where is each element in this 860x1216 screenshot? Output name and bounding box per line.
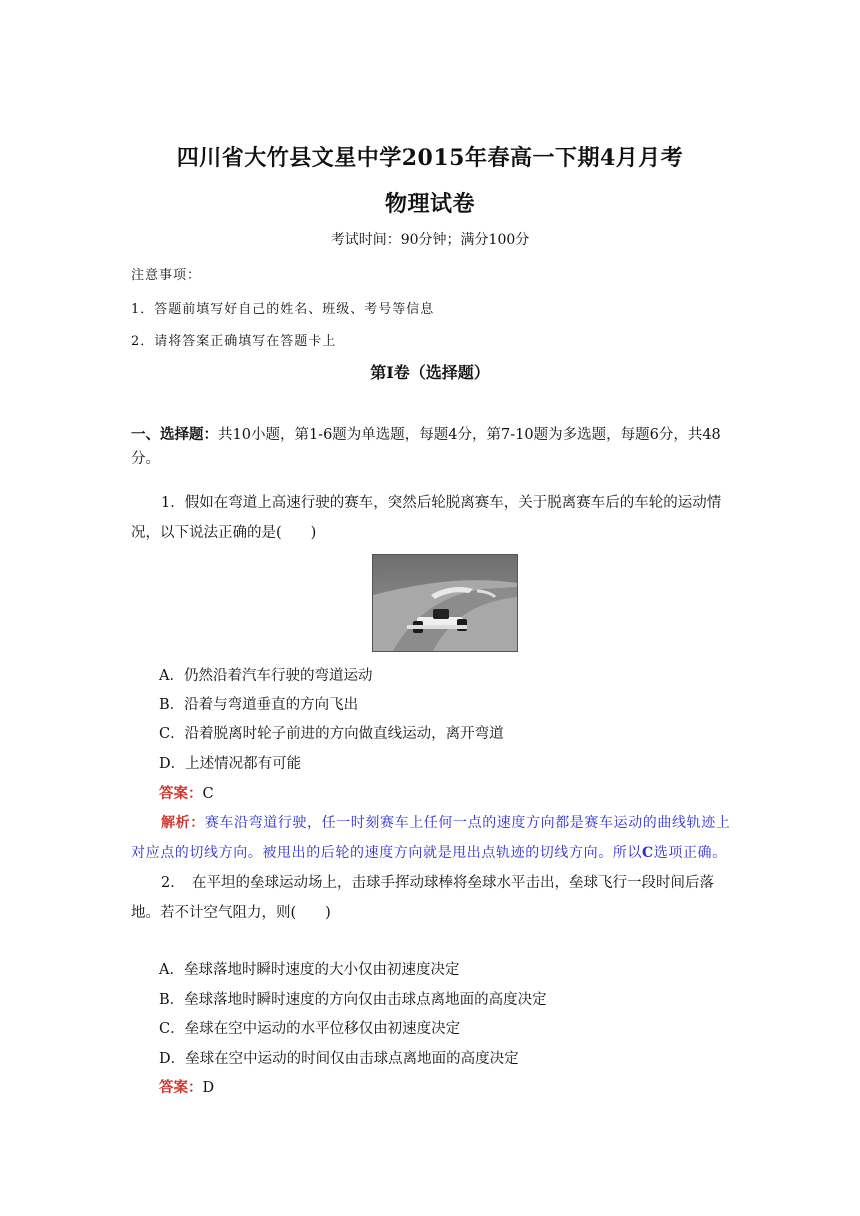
analysis-label: 解析： (161, 815, 205, 831)
option-c: C．垒球在空中运动的水平位移仅由初速度决定 (159, 1021, 461, 1037)
exam-info: 考试时间：90分钟；满分100分 (330, 232, 530, 248)
section-intro-text: 共10小题，第1-6题为单选题，每题4分，第7-10题为多选题，每题6分，共48分。 (131, 427, 721, 467)
answer-value: D (202, 1080, 215, 1096)
note-item: 2．请将答案正确填写在答题卡上 (131, 334, 337, 349)
note-item: 1．答题前填写好自己的姓名、班级、考号等信息 (131, 302, 435, 317)
option-a: A．垒球落地时瞬时速度的大小仅由初速度决定 (159, 962, 460, 978)
analysis-option: C (642, 845, 654, 861)
answer-line (159, 1076, 214, 1097)
analysis-text: 赛车沿弯道行驶，任一时刻赛车上任何一点的速度方向都是赛车运动的曲线轨迹上对应点的切线方向。被甩出的后轮的速度方向就是甩出点轨迹的切线方向。所以 (131, 815, 731, 861)
answer-label: 答案： (159, 1079, 203, 1096)
option-b: B．沿着与弯道垂直的方向飞出 (159, 697, 359, 713)
analysis-end: 选项正确。 (653, 845, 727, 861)
option-a: A．仍然沿着汽车行驶的弯道运动 (159, 668, 373, 684)
section-intro-label: 一、选择题： (131, 426, 218, 443)
notes-heading: 注意事项： (131, 268, 202, 283)
page-subtitle: 物理试卷 (384, 191, 475, 217)
page-title: 四川省大竹县文星中学2015年春高一下期4月月考 (176, 145, 684, 171)
race-car-photo (372, 554, 518, 652)
question-stem: 2． 在平坦的垒球运动场上，击球手挥动球棒将垒球水平击出，垒球飞行一段时间后落地。若不计空气阻力，则( ) (131, 875, 714, 921)
option-b: B．垒球落地时瞬时速度的方向仅由击球点离地面的高度决定 (159, 992, 547, 1008)
analysis-block (131, 808, 733, 868)
section-intro (131, 423, 731, 471)
race-car-icon (373, 555, 517, 651)
answer-label: 答案： (159, 785, 203, 802)
option-d: D．垒球在空中运动的时间仅由击球点离地面的高度决定 (159, 1051, 519, 1067)
option-d: D．上述情况都有可能 (159, 756, 302, 772)
question-stem: 1．假如在弯道上高速行驶的赛车，突然后轮脱离赛车，关于脱离赛车后的车轮的运动情况，以下说法正确的是( ) (131, 495, 722, 541)
answer-value: C (202, 786, 214, 802)
section-title: 第I卷（选择题） (370, 363, 490, 382)
answer-line (159, 782, 214, 803)
option-c: C．沿着脱离时轮子前进的方向做直线运动，离开弯道 (159, 726, 504, 742)
